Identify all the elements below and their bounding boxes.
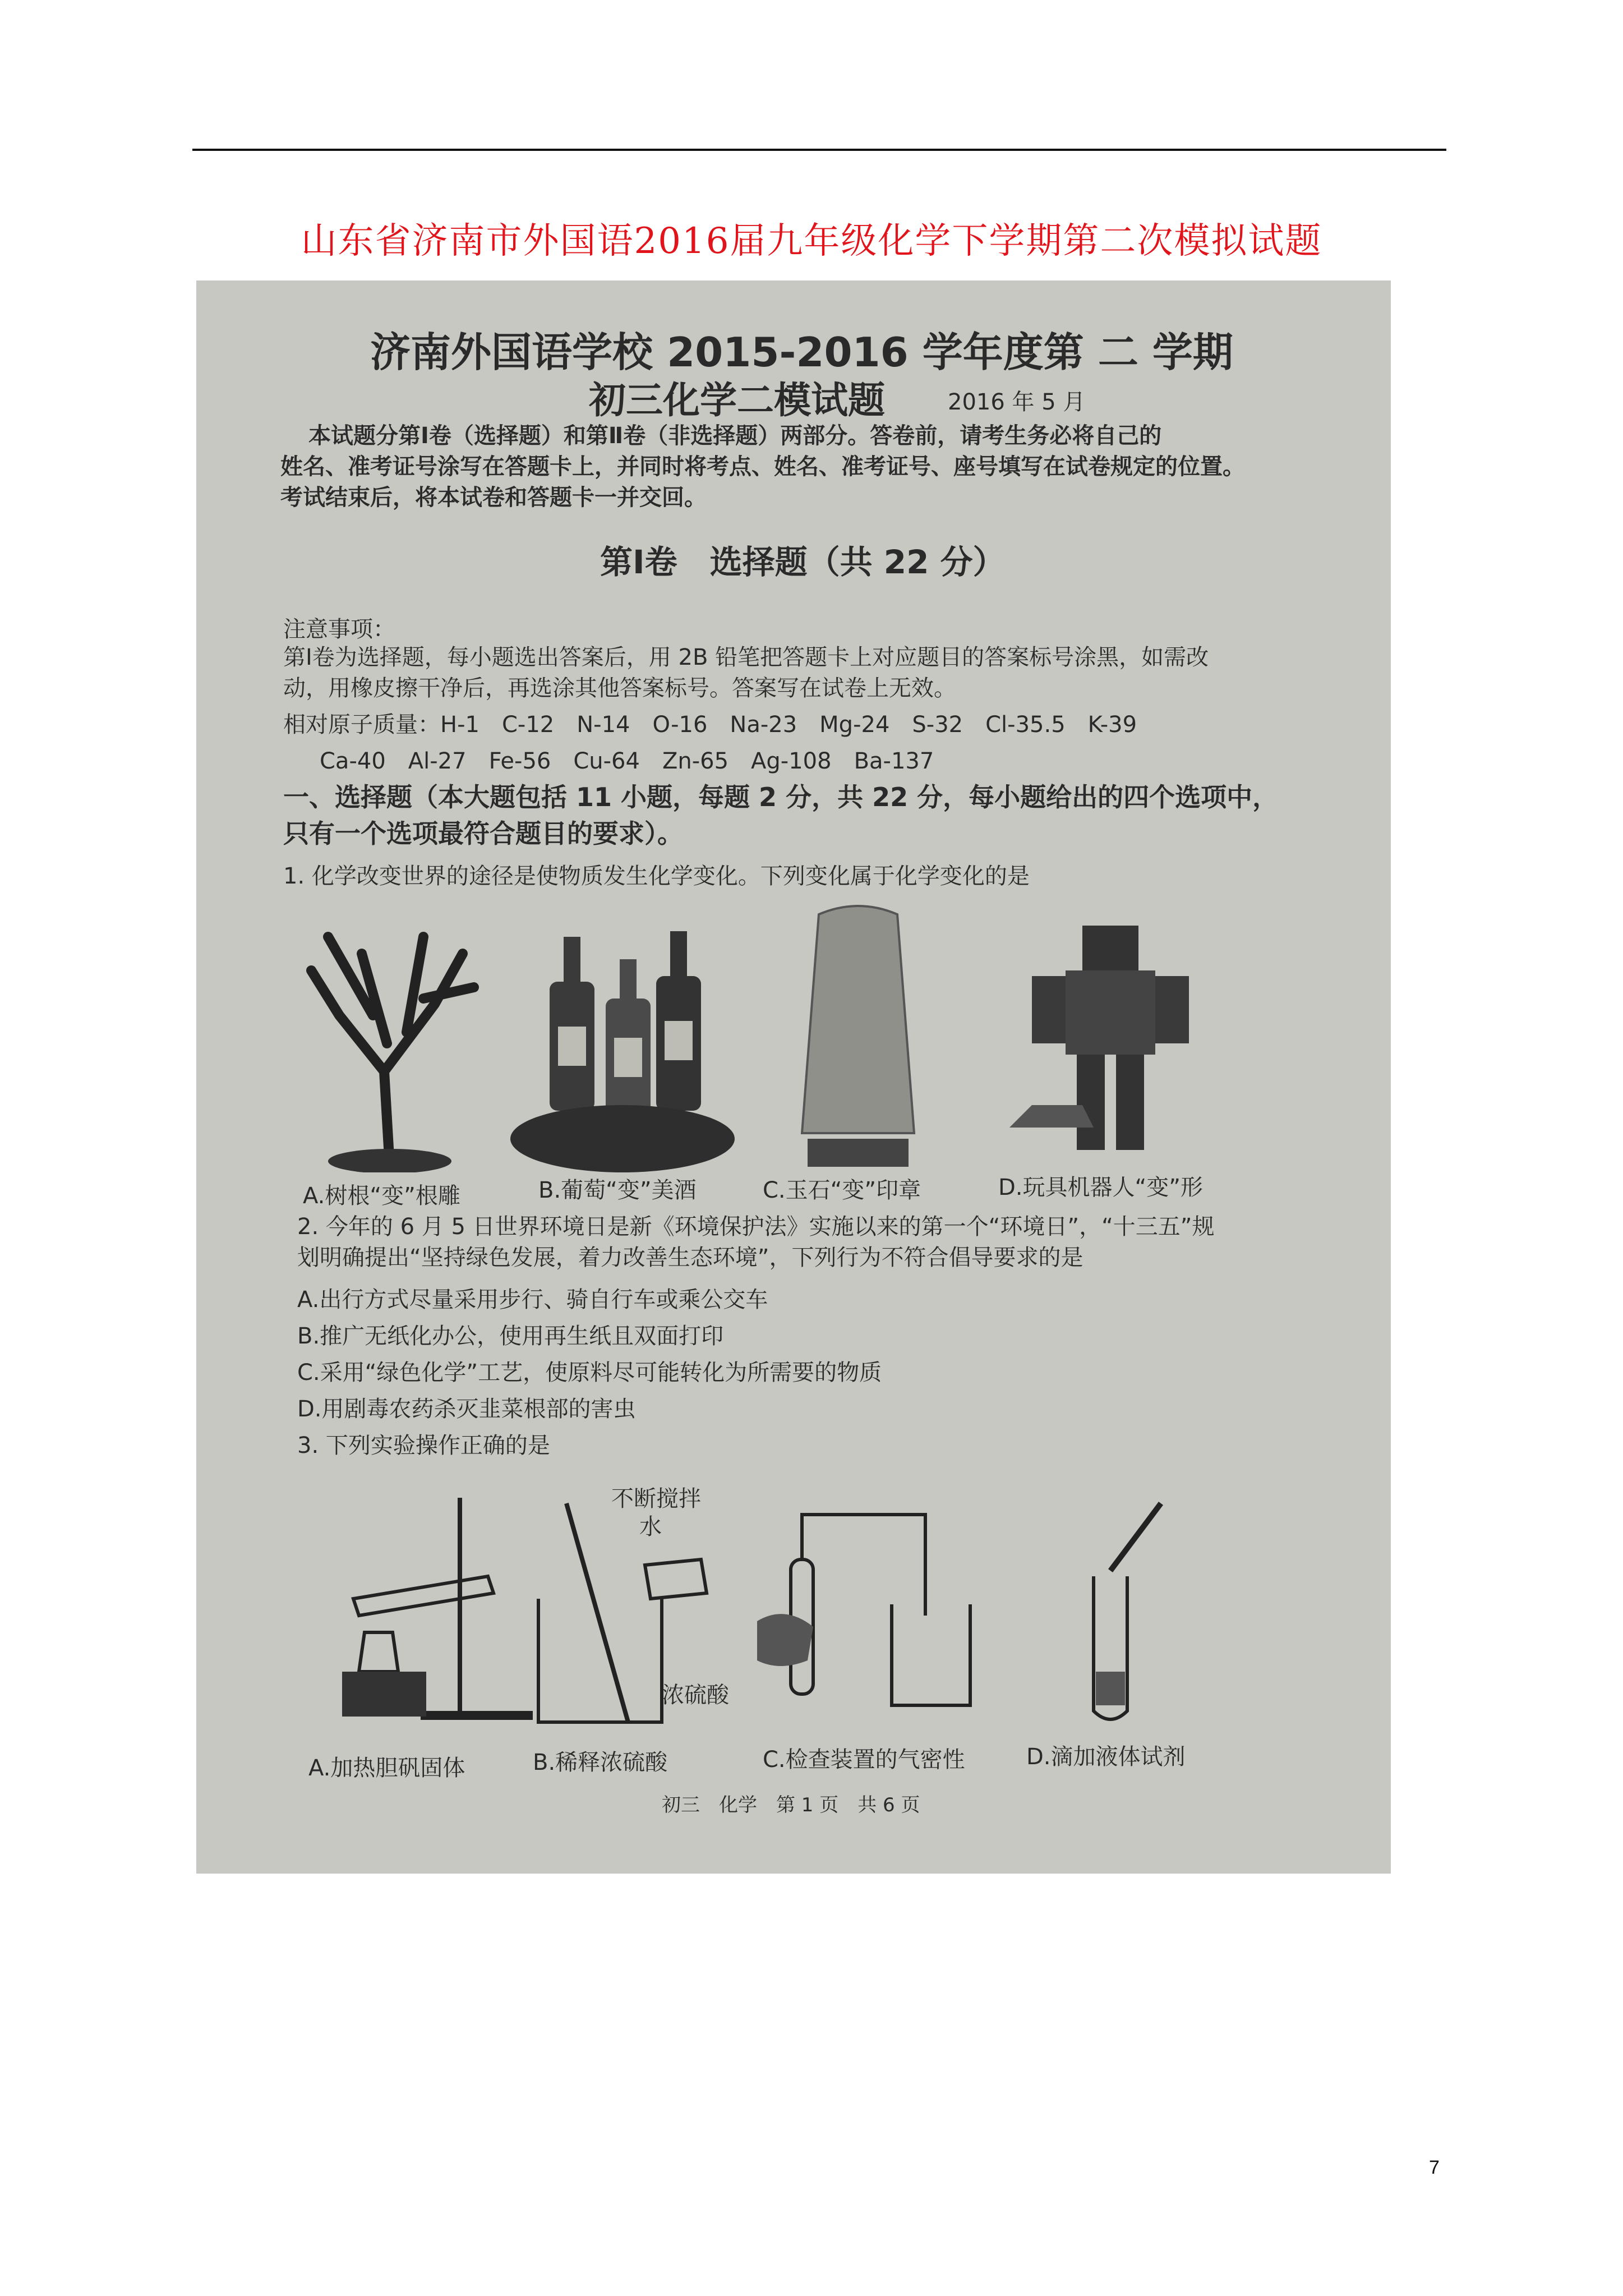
q3-option-a: A.加热胆矾固体: [308, 1755, 465, 1781]
question-3: 3. 下列实验操作正确的是: [297, 1433, 550, 1458]
wine-bottles-image: [510, 914, 735, 1172]
q3-option-d: D.滴加液体试剂: [1026, 1744, 1186, 1770]
q1-option-a: A.树根“变”根雕: [303, 1183, 460, 1209]
exam-date: 2016 年 5 月: [948, 389, 1086, 415]
q2-option-d: D.用剧毒农药杀灭韭菜根部的害虫: [297, 1396, 636, 1422]
document-title: 山东省济南市外国语2016届九年级化学下学期第二次模拟试题: [301, 220, 1322, 262]
question-2: 2. 今年的 6 月 5 日世界环境日是新《环境保护法》实施以来的第一个“环境日”，“十三五”规: [297, 1214, 1215, 1240]
root-carving-image: [294, 903, 485, 1172]
q1-option-d: D.玩具机器人“变”形: [998, 1175, 1203, 1200]
q3-option-c: C.检查装置的气密性: [763, 1747, 965, 1773]
section-title: 第Ⅰ卷 选择题（共 22 分）: [600, 543, 1006, 581]
q2-option-b: B.推广无纸化办公，使用再生纸且双面打印: [297, 1323, 724, 1349]
q3-option-b: B.稀释浓硫酸: [533, 1750, 668, 1775]
exam-photo: [196, 280, 1391, 1874]
q2-option-c: C.采用“绿色化学”工艺，使原料尽可能转化为所需要的物质: [297, 1360, 882, 1386]
question-2: 划明确提出“坚持绿色发展，着力改善生态环境”，下列行为不符合倡导要求的是: [297, 1245, 1083, 1271]
q1-option-c: C.玉石“变”印章: [763, 1177, 921, 1203]
notes-heading: 注意事项：: [283, 616, 395, 642]
exam-title: 初三化学二模试题: [589, 379, 885, 422]
intro-line: 本试题分第Ⅰ卷（选择题）和第Ⅱ卷（非选择题）两部分。答卷前，请考生务必将自己的: [308, 423, 1162, 449]
q2-option-a: A.出行方式尽量采用步行、骑自行车或乘公交车: [297, 1287, 768, 1313]
part-heading: 一、选择题（本大题包括 11 小题，每题 2 分，共 22 分，每小题给出的四个选项中，: [283, 782, 1279, 812]
airtightness-check-image: [746, 1492, 981, 1733]
intro-line: 考试结束后，将本试卷和答题卡一并交回。: [280, 485, 707, 510]
intro-line: 姓名、准考证号涂写在答题卡上，并同时将考点、姓名、准考证号、座号填写在试卷规定的位置。: [280, 454, 1245, 480]
water-label: 水: [639, 1514, 662, 1540]
notes-line: 第Ⅰ卷为选择题，每小题选出答案后，用 2B 铅笔把答题卡上对应题目的答案标号涂黑，如需改: [283, 645, 1209, 670]
notes-line: 动，用橡皮擦干净后，再选涂其他答案标号。答案写在试卷上无效。: [283, 675, 956, 701]
question-1: 1. 化学改变世界的途径是使物质发生化学变化。下列变化属于化学变化的是: [283, 863, 1030, 889]
dropper-apparatus-image: [1049, 1487, 1195, 1733]
part-heading: 只有一个选项最符合题目的要求）。: [283, 818, 683, 849]
q1-option-b: B.葡萄“变”美酒: [538, 1177, 697, 1203]
acid-label: 浓硫酸: [662, 1682, 729, 1708]
atomic-mass-line: 相对原子质量：H-1 C-12 N-14 O-16 Na-23 Mg-24 S-32 Cl-35.5 K-39: [283, 712, 1137, 738]
dilution-apparatus-image: [516, 1498, 729, 1733]
stir-label: 不断搅拌: [611, 1486, 701, 1512]
jade-seal-image: [785, 898, 931, 1178]
page-number: 7: [1429, 2157, 1440, 2178]
header-rule: [192, 149, 1446, 151]
toy-robot-image: [998, 892, 1223, 1178]
atomic-mass-line: Ca-40 Al-27 Fe-56 Cu-64 Zn-65 Ag-108 Ba-137: [320, 748, 934, 774]
school-header: 济南外国语学校 2015-2016 学年度第 二 学期: [370, 329, 1233, 376]
page-footer: 初三 化学 第 1 页 共 6 页: [662, 1794, 920, 1816]
